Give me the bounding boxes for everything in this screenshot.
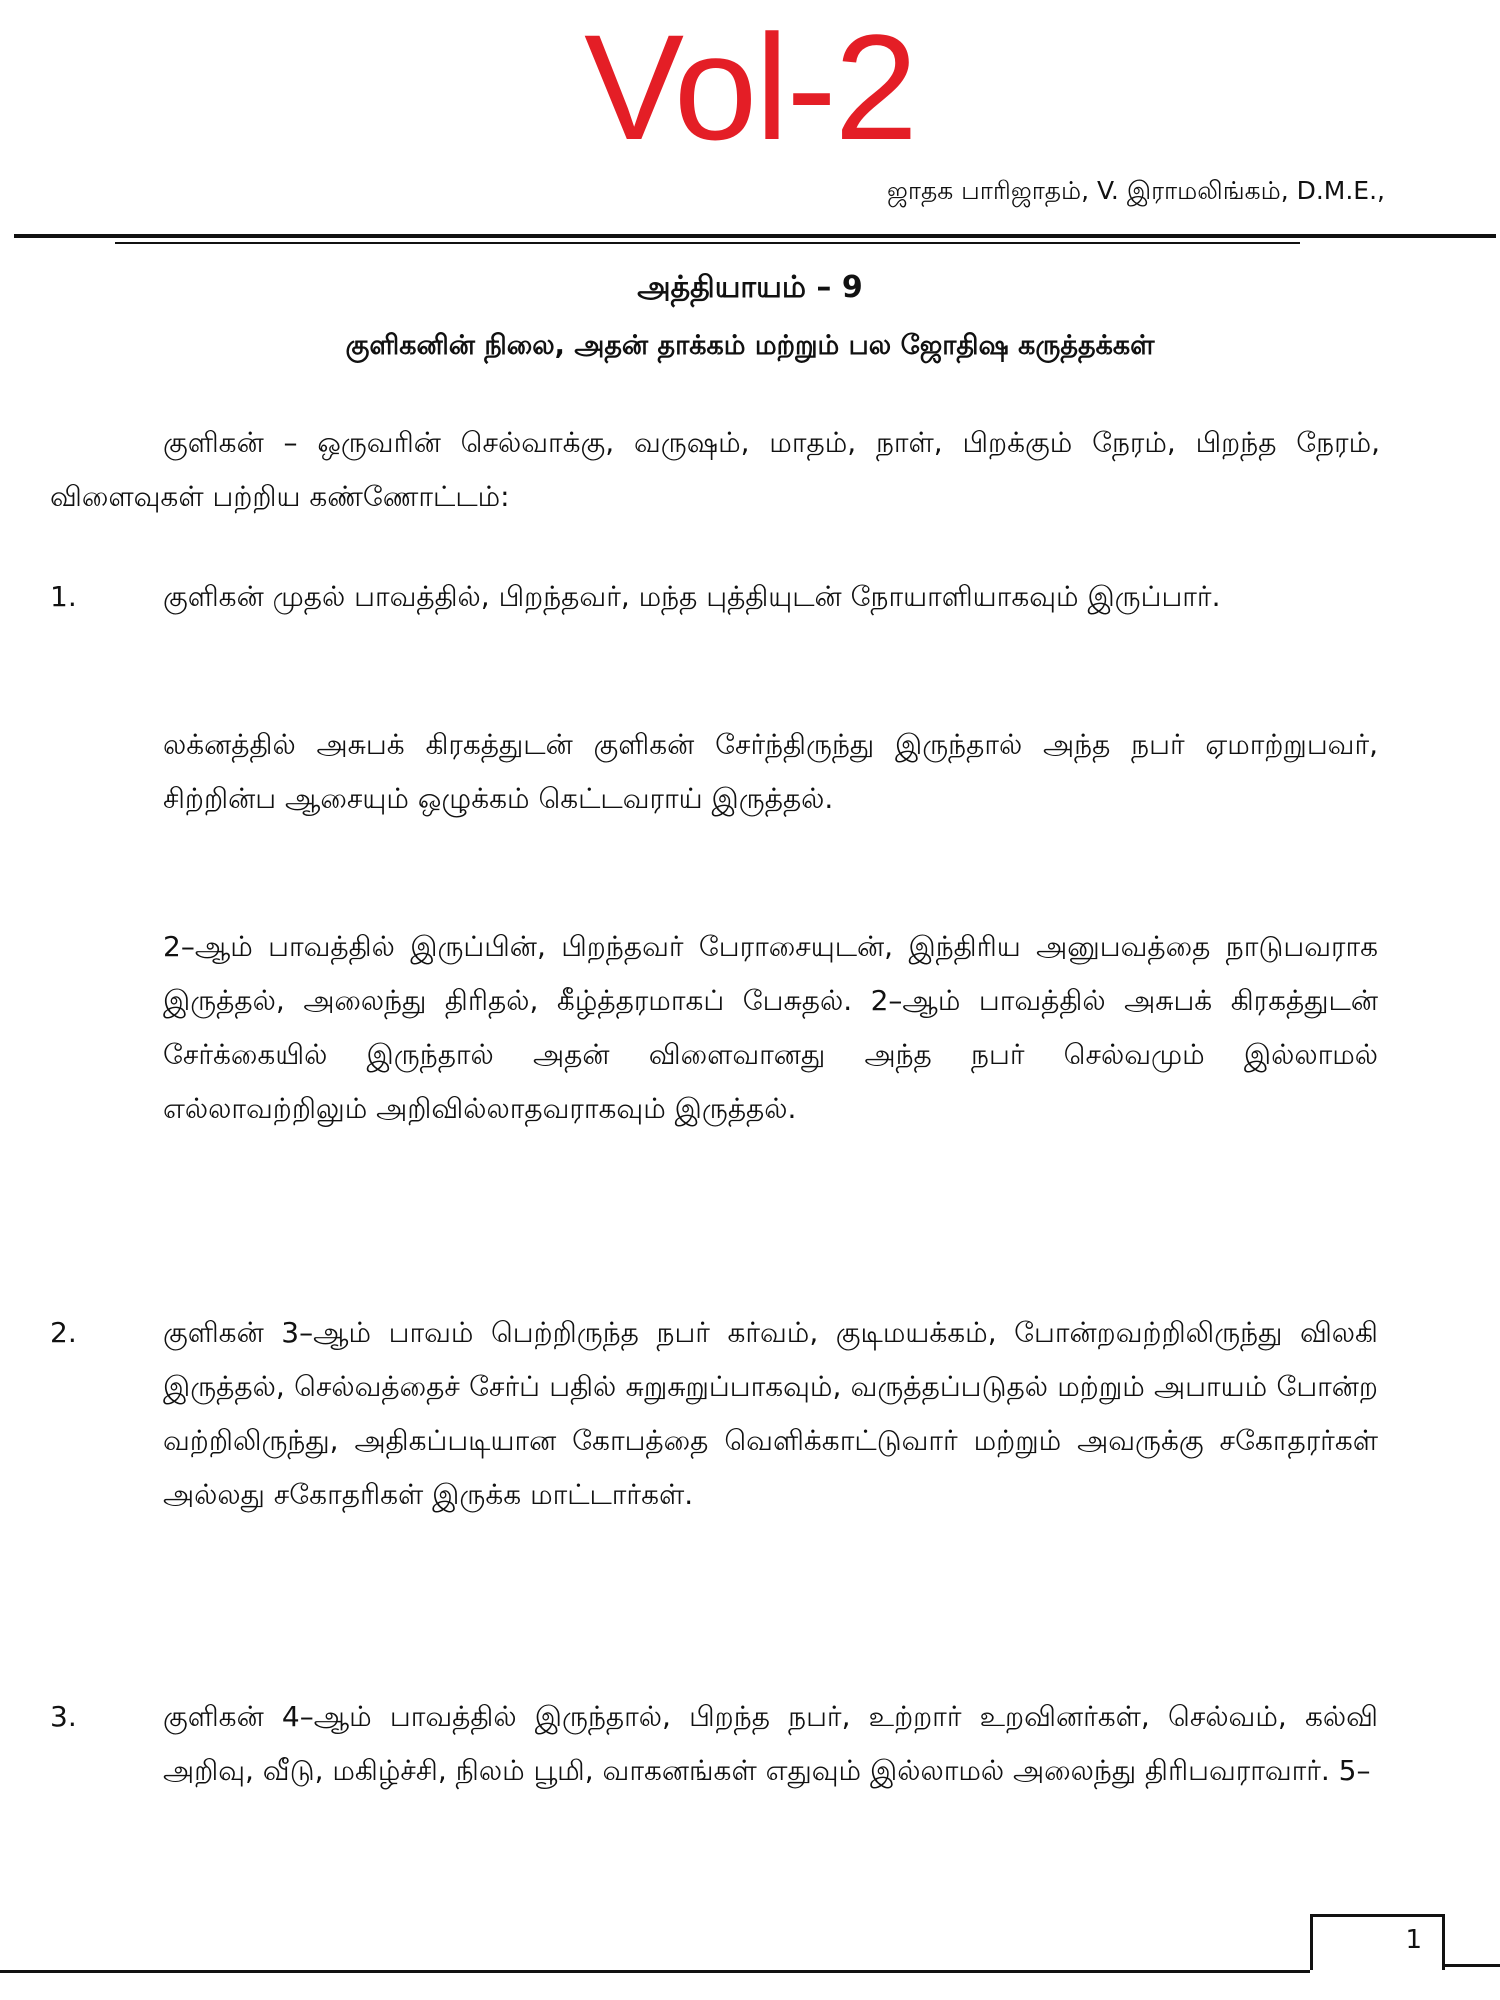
page-number-box [1310, 1914, 1445, 1970]
item-number: 3. [50, 1700, 77, 1733]
chapter-subtitle: குளிகனின் நிலை, அதன் தாக்கம் மற்றும் பல ஜோதிஷ கருத்தக்கள் [345, 330, 1155, 361]
item-number: 1. [50, 580, 77, 613]
volume-stamp: Vol-2 [584, 3, 916, 171]
item-paragraph: குளிகன் 4–ஆம் பாவத்தில் இருந்தால், பிறந்த நபர், உற்றார் உறவினர்கள், செல்வம், கல்வி அறிவு, வீடு, மகிழ்ச்சி, நிலம் பூமி, வாகனங்கள் எதுவும் இல்லாமல் அலைந்து திரிபவராவார். 5– [163, 1700, 1378, 1787]
page-number: 1 [1405, 1925, 1422, 1955]
item-paragraph: 2–ஆம் பாவத்தில் இருப்பின், பிறந்தவர் பேராசையுடன், இந்திரிய அனுபவத்தை நாடுபவராக இருத்தல், அலைந்து திரிதல், கீழ்த்தரமாகப் பேசுதல். 2–ஆம் பாவத்தில் அசுபக் கிரகத்துடன் சேர்க்கையில் இருந்தால் அதன் விளைவானது அந்த நபர் செல்வமும் இல்லாமல் எல்லாவற்றிலும் அறிவில்லாதவராகவும் இருத்தல். [163, 930, 1378, 1125]
chapter-title: அத்தியாயம் – 9 [637, 270, 863, 305]
header-rule-thick [14, 234, 1496, 238]
footer-rule-right [1445, 1964, 1500, 1967]
footer-rule [0, 1970, 1310, 1973]
item-number: 2. [50, 1316, 77, 1349]
header-rule-thin [115, 242, 1300, 244]
running-header: ஜாதக பாரிஜாதம், V. இராமலிங்கம், D.M.E., [887, 176, 1385, 205]
intro-paragraph: குளிகன் – ஒருவரின் செல்வாக்கு, வருஷம், மாதம், நாள், பிறக்கும் நேரம், பிறந்த நேரம், விளைவுகள் பற்றிய கண்ணோட்டம்: [50, 426, 1380, 513]
item-paragraph: குளிகன் 3–ஆம் பாவம் பெற்றிருந்த நபர் கர்வம், குடிமயக்கம், போன்றவற்றிலிருந்து விலகி இருத்தல், செல்வத்தைச் சேர்ப் பதில் சுறுசுறுப்பாகவும், வருத்தப்படுதல் மற்றும் அபாயம் போன்ற வற்றிலிருந்து, அதிகப்படியான கோபத்தை வெளிக்காட்டுவார் மற்றும் அவருக்கு சகோதரர்கள் அல்லது சகோதரிகள் இருக்க மாட்டார்கள். [163, 1316, 1378, 1511]
item-paragraph: குளிகன் முதல் பாவத்தில், பிறந்தவர், மந்த புத்தியுடன் நோயாளியாகவும் இருப்பார். [163, 580, 1221, 613]
item-paragraph: லக்னத்தில் அசுபக் கிரகத்துடன் குளிகன் சேர்ந்திருந்து இருந்தால் அந்த நபர் ஏமாற்றுபவர், சிற்றின்ப ஆசையும் ஒழுக்கம் கெட்டவராய் இருத்தல். [163, 728, 1378, 815]
